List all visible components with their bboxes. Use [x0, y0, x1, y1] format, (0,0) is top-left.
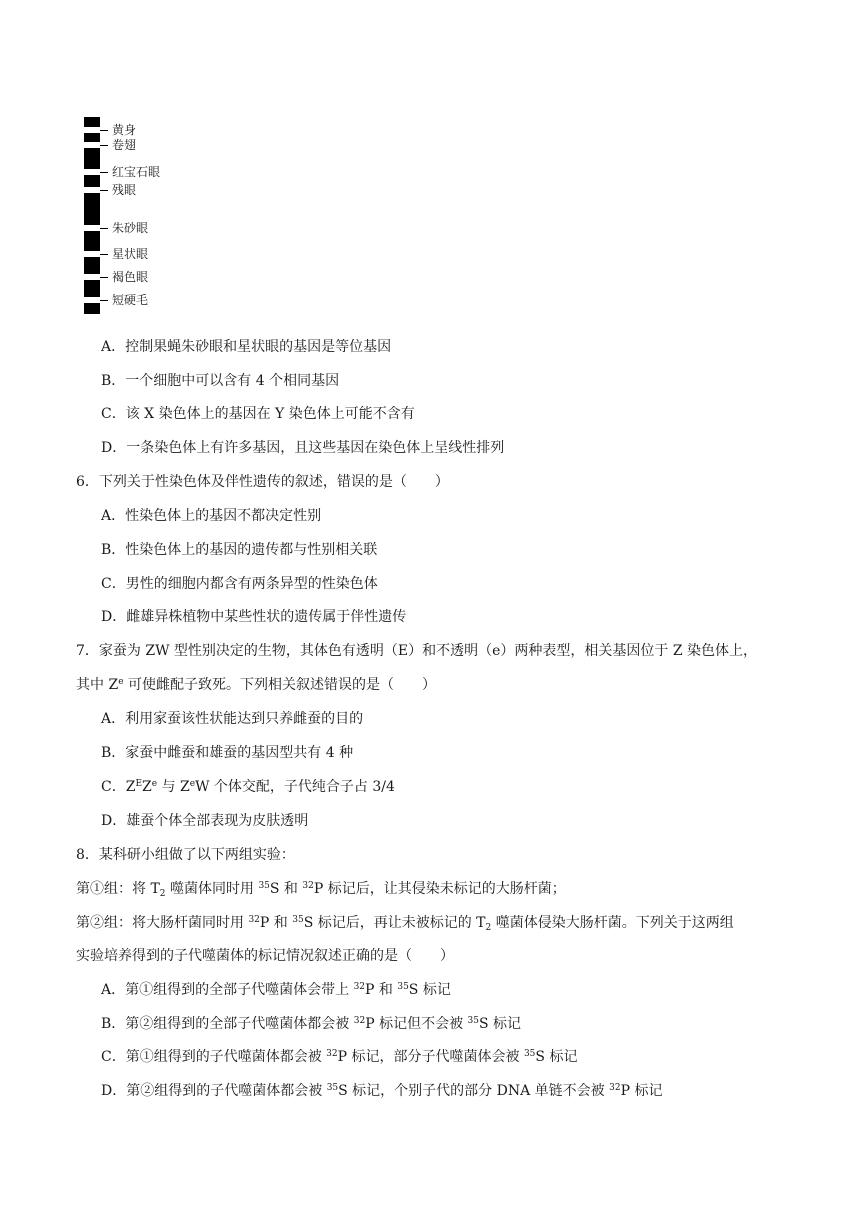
gene-label: 黄身: [112, 123, 137, 137]
q8-stem-line3: 实验培养得到的子代噬菌体的标记情况叙述正确的是（ ）: [76, 948, 454, 964]
chromosome-figure: [84, 117, 204, 315]
text-run: P 和: [259, 915, 293, 931]
q8-option-a: [101, 980, 451, 1000]
gene-band: [84, 142, 100, 148]
text-run: C．第①组得到的子代噬菌体都会被: [101, 1049, 327, 1065]
superscript: 32: [353, 1016, 366, 1026]
gene-label: 红宝石眼: [112, 165, 161, 179]
superscript: 35: [467, 1016, 479, 1026]
superscript: 35: [397, 982, 409, 992]
text-run: P 标记: [620, 1083, 663, 1099]
gene-band: [84, 297, 100, 303]
text-run: 噬菌体同时用: [165, 881, 259, 897]
text-run: S 标记: [478, 1016, 522, 1032]
text-run: B．第②组得到的全部子代噬菌体都会被: [101, 1016, 354, 1032]
q7-option-a: A．利用家蚕该性状能达到只养雌蚕的目的: [101, 711, 364, 727]
gene-label: 残眼: [112, 183, 137, 197]
q8-option-c: [101, 1047, 577, 1067]
q7-stem-line2: [76, 675, 436, 695]
gene-label: 短硬毛: [112, 293, 149, 307]
q6-stem: 6．下列关于性染色体及伴性遗传的叙述，错误的是（ ）: [76, 474, 449, 490]
superscript: 35: [523, 1049, 536, 1059]
q6-option-a: A．性染色体上的基因不都决定性别: [101, 508, 322, 524]
gene-tick: [100, 130, 108, 131]
gene-band: [84, 274, 100, 280]
q7-option-d: D．雄蚕个体全部表现为皮肤透明: [101, 813, 309, 829]
gene-label: 褐色眼: [112, 270, 149, 284]
gene-label: 朱砂眼: [112, 221, 149, 235]
gene-label: 卷翅: [112, 138, 137, 152]
text-run: 其中 Z: [76, 677, 119, 693]
text-run: S 标记后，再让未被标记的 T: [303, 915, 486, 931]
text-run: 与 Z: [157, 779, 190, 795]
gene-label: 星状眼: [112, 247, 149, 261]
subscript: 2: [485, 923, 492, 933]
text-run: P 标记但不会被: [365, 1016, 468, 1032]
gene-tick: [100, 300, 108, 301]
gene-band: [84, 225, 100, 231]
q8-option-b: [101, 1014, 521, 1034]
gene-band: [84, 169, 100, 175]
gene-tick: [100, 190, 108, 191]
text-run: 第①组：将 T: [76, 881, 160, 897]
q6-option-d: D．雌雄异株植物中某些性状的遗传属于伴性遗传: [101, 609, 407, 625]
superscript: 32: [609, 1083, 621, 1093]
text-run: P 标记，部分子代噬菌体会被: [337, 1049, 524, 1065]
q5-option-d: D．一条染色体上有许多基因，且这些基因在染色体上呈线性排列: [101, 440, 505, 456]
gene-tick: [100, 254, 108, 255]
text-run: 第②组：将大肠杆菌同时用: [76, 915, 249, 931]
q8-option-d: [101, 1081, 662, 1101]
superscript: e: [118, 677, 124, 687]
q6-option-c: C．男性的细胞内都含有两条异型的性染色体: [101, 576, 378, 592]
gene-tick: [100, 172, 108, 173]
superscript: 35: [292, 915, 304, 925]
q5-option-c: C．该 X 染色体上的基因在 Y 染色体上可能不含有: [101, 406, 415, 422]
q8-group2: [76, 913, 734, 933]
text-run: W 个体交配，子代纯合子占 3/4: [195, 779, 395, 795]
gene-band: [84, 187, 100, 193]
subscript: 2: [159, 889, 166, 899]
superscript: e: [189, 779, 196, 789]
q5-option-b: B．一个细胞中可以含有 4 个相同基因: [101, 373, 340, 389]
chromosome-bar: [84, 117, 100, 314]
text-run: S 标记: [408, 982, 451, 998]
superscript: e: [151, 779, 158, 789]
q7-stem-line1: 7．家蚕为 ZW 型性别决定的生物，其体色有透明（E）和不透明（e）两种表型，相关基因位于 Z 染色体上，: [76, 643, 758, 659]
superscript: 32: [326, 1049, 338, 1059]
q6-option-b: B．性染色体上的基因的遗传都与性别相关联: [101, 542, 378, 558]
text-run: S 和: [269, 881, 303, 897]
q8-stem: 8．某科研小组做了以下两组实验：: [76, 847, 295, 863]
superscript: E: [135, 779, 143, 789]
q7-option-b: B．家蚕中雌蚕和雄蚕的基因型共有 4 种: [101, 745, 354, 761]
gene-tick: [100, 277, 108, 278]
text-run: P 和: [365, 982, 398, 998]
q7-option-c: [101, 777, 395, 797]
gene-tick: [100, 145, 108, 146]
text-run: P 标记后，让其侵染未标记的大肠杆菌；: [313, 881, 566, 897]
gene-band: [84, 251, 100, 257]
superscript: 32: [353, 982, 366, 992]
gene-band: [84, 127, 100, 133]
superscript: 35: [258, 881, 270, 891]
text-run: Z: [142, 779, 152, 795]
text-run: C．Z: [101, 779, 136, 795]
superscript: 35: [326, 1083, 339, 1093]
text-run: D．第②组得到的子代噬菌体都会被: [101, 1083, 327, 1099]
superscript: 32: [248, 915, 260, 925]
text-run: 噬菌体侵染大肠杆菌。下列关于这两组: [491, 915, 734, 931]
q5-option-a: A．控制果蝇朱砂眼和星状眼的基因是等位基因: [101, 339, 392, 355]
text-run: S 标记，个别子代的部分 DNA 单链不会被: [338, 1083, 610, 1099]
superscript: 32: [302, 881, 314, 891]
q8-group1: [76, 879, 566, 899]
text-run: 可使雌配子致死。下列相关叙述错误的是（ ）: [123, 677, 436, 693]
text-run: S 标记: [535, 1049, 578, 1065]
gene-tick: [100, 228, 108, 229]
text-run: A．第①组得到的全部子代噬菌体会带上: [101, 982, 354, 998]
